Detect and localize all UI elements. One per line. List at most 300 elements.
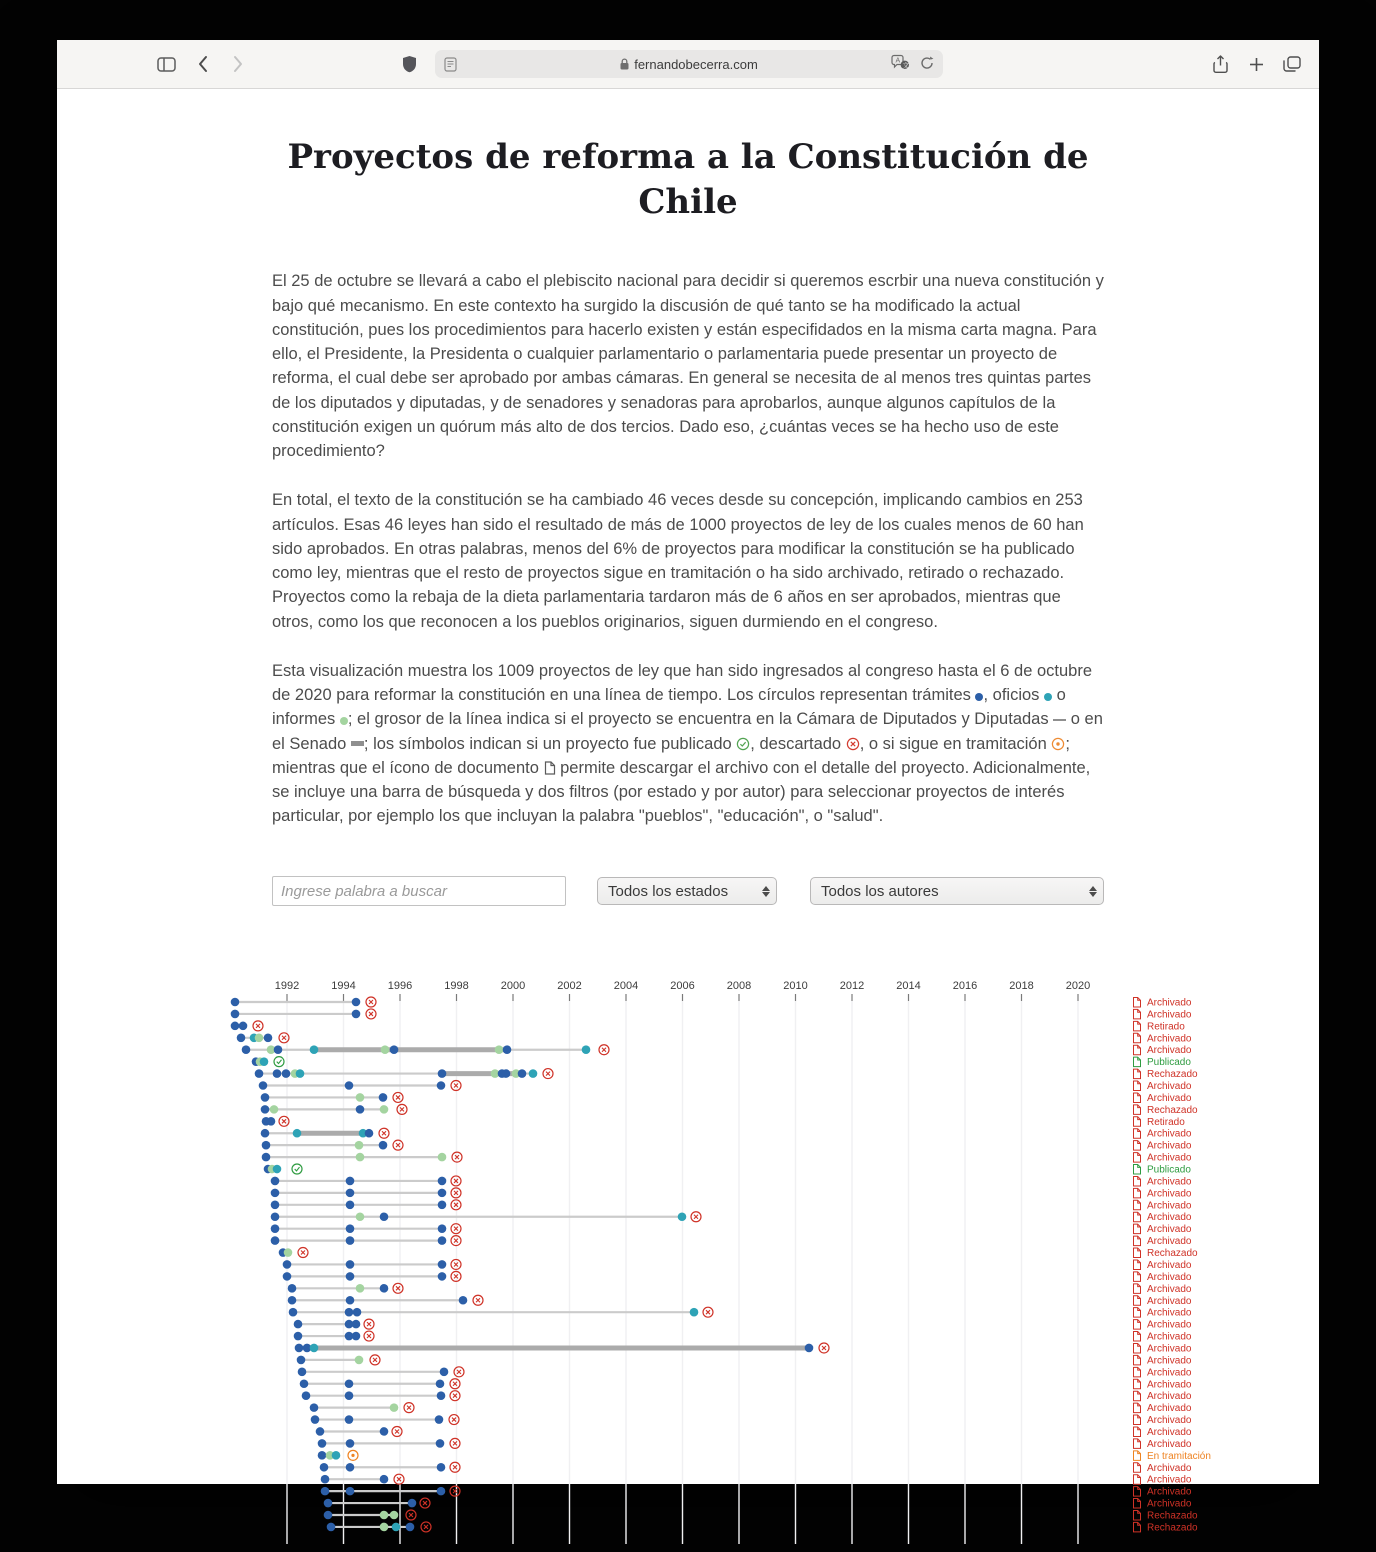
oficio-dot[interactable]: [690, 1308, 699, 1317]
project-row[interactable]: [318, 1450, 1211, 1462]
url-text: fernandobecerra.com: [634, 56, 758, 72]
discarded-symbol: [449, 1415, 459, 1425]
informe-dot[interactable]: [356, 1212, 365, 1221]
discarded-symbol: [364, 1319, 374, 1329]
lock-icon: [620, 58, 629, 70]
informe-dot[interactable]: [255, 1033, 264, 1042]
status-label: Rechazado: [1147, 1522, 1198, 1534]
project-row[interactable]: [302, 1391, 1192, 1403]
project-row[interactable]: [298, 1367, 1192, 1379]
minimize-window-button[interactable]: [93, 58, 105, 70]
tramite-dot[interactable]: [438, 1201, 447, 1210]
tramite-dot[interactable]: [295, 1344, 304, 1353]
axis-year-label: 2002: [557, 980, 582, 992]
oficio-dot[interactable]: [310, 1045, 319, 1054]
tramite-dot[interactable]: [318, 1439, 327, 1448]
zoom-window-button[interactable]: [113, 58, 125, 70]
project-row[interactable]: [262, 1140, 1192, 1152]
project-row[interactable]: [271, 1176, 1192, 1188]
informe-dot[interactable]: [356, 1284, 365, 1293]
status-label: Archivado: [1147, 1283, 1192, 1295]
select-stepper-icon: [1089, 886, 1097, 897]
informe-dot[interactable]: [355, 1356, 364, 1365]
download-doc-icon[interactable]: [1134, 1487, 1141, 1497]
informe-dot-icon: [340, 717, 348, 725]
tramite-dot[interactable]: [436, 1439, 445, 1448]
download-doc-icon[interactable]: [1134, 1224, 1141, 1233]
tramite-dot[interactable]: [297, 1356, 306, 1365]
informe-dot[interactable]: [356, 1153, 365, 1162]
tramite-dot[interactable]: [321, 1487, 330, 1496]
download-doc-icon[interactable]: [1134, 1427, 1141, 1437]
discarded-symbol: [379, 1128, 389, 1138]
oficio-dot[interactable]: [678, 1212, 687, 1221]
tramite-dot[interactable]: [271, 1224, 280, 1233]
project-row[interactable]: [231, 997, 1192, 1009]
discarded-symbol: [253, 1021, 263, 1031]
download-doc-icon[interactable]: [1134, 1176, 1141, 1186]
reload-icon[interactable]: [920, 56, 934, 73]
status-label: Archivado: [1147, 1271, 1192, 1283]
tramite-dot[interactable]: [438, 1236, 447, 1245]
download-doc-icon[interactable]: [1134, 1129, 1141, 1139]
project-row[interactable]: [324, 1510, 1198, 1522]
tramite-dot[interactable]: [271, 1212, 280, 1221]
project-row[interactable]: [271, 1224, 1192, 1236]
download-doc-icon[interactable]: [1134, 1355, 1141, 1365]
tramite-dot[interactable]: [438, 1224, 447, 1233]
oficio-dot[interactable]: [260, 1057, 269, 1066]
download-doc-icon[interactable]: [1134, 1057, 1141, 1067]
tramite-dot[interactable]: [345, 1379, 354, 1388]
status-label: Archivado: [1147, 1259, 1192, 1271]
tramite-dot[interactable]: [352, 1332, 361, 1341]
status-label: Archivado: [1147, 1474, 1192, 1486]
status-label: Archivado: [1147, 1200, 1192, 1212]
tramite-dot[interactable]: [262, 1153, 271, 1162]
status-label: Archivado: [1147, 1295, 1192, 1307]
project-row[interactable]: [271, 1212, 1192, 1224]
tramite-dot[interactable]: [242, 1045, 251, 1054]
project-row[interactable]: [289, 1307, 1192, 1319]
download-doc-icon[interactable]: [1134, 1522, 1141, 1532]
tramite-dot[interactable]: [436, 1379, 445, 1388]
project-row[interactable]: [294, 1331, 1192, 1343]
download-doc-icon[interactable]: [1134, 1284, 1141, 1294]
author-filter-select[interactable]: [810, 877, 1104, 905]
tramite-dot[interactable]: [261, 1093, 270, 1102]
tramite-dot[interactable]: [438, 1260, 447, 1269]
tramite-dot[interactable]: [459, 1296, 468, 1305]
status-label: Archivado: [1147, 1486, 1192, 1498]
privacy-shield-icon[interactable]: [397, 52, 421, 76]
tramite-dot[interactable]: [437, 1487, 446, 1496]
tramite-dot[interactable]: [379, 1141, 388, 1150]
tramite-dot[interactable]: [805, 1344, 814, 1353]
status-label: Archivado: [1147, 1092, 1192, 1104]
status-label: Archivado: [1147, 1367, 1192, 1379]
tramite-dot[interactable]: [380, 1475, 389, 1484]
status-label: Publicado: [1147, 1057, 1191, 1069]
tramite-dot[interactable]: [271, 1236, 280, 1245]
axis-year-label: 1992: [274, 980, 300, 992]
project-row[interactable]: [311, 1415, 1192, 1427]
tramite-dot[interactable]: [327, 1523, 336, 1532]
project-row[interactable]: [231, 1009, 1192, 1021]
tramite-dot[interactable]: [437, 1391, 446, 1400]
document-icon: [544, 761, 556, 775]
tramite-dot[interactable]: [294, 1320, 303, 1329]
download-doc-icon[interactable]: [1134, 1033, 1141, 1043]
download-doc-icon[interactable]: [1134, 1153, 1141, 1163]
discarded-symbol: [450, 1486, 460, 1496]
download-doc-icon[interactable]: [1134, 1367, 1141, 1377]
author-filter-value: Todos los autores: [821, 882, 939, 900]
informe-dot[interactable]: [270, 1105, 279, 1114]
svg-text:文: 文: [902, 62, 910, 70]
status-label: Archivado: [1147, 997, 1192, 1009]
tramite-dot[interactable]: [346, 1487, 355, 1496]
download-doc-icon[interactable]: [1134, 1045, 1141, 1055]
discarded-symbol: [404, 1403, 414, 1413]
discarded-symbol: [450, 1462, 460, 1472]
discarded-symbol: [450, 1438, 460, 1448]
download-doc-icon[interactable]: [1134, 998, 1141, 1008]
download-doc-icon[interactable]: [1134, 1451, 1141, 1461]
tramite-dot[interactable]: [231, 1010, 240, 1019]
project-row[interactable]: [295, 1343, 1192, 1355]
project-row[interactable]: [288, 1283, 1192, 1295]
tramite-dot[interactable]: [294, 1332, 303, 1341]
axis-year-label: 2016: [952, 980, 978, 992]
tramite-dot[interactable]: [283, 1272, 292, 1281]
download-doc-icon[interactable]: [1134, 1499, 1141, 1509]
tramite-dot[interactable]: [406, 1523, 415, 1532]
tramite-dot[interactable]: [267, 1117, 276, 1126]
project-row[interactable]: [297, 1355, 1192, 1367]
status-label: Archivado: [1147, 1438, 1192, 1450]
tramite-dot[interactable]: [380, 1284, 389, 1293]
tramite-dot[interactable]: [231, 998, 240, 1007]
tramite-dot[interactable]: [356, 1105, 365, 1114]
discarded-symbol: [599, 1045, 609, 1055]
tramite-dot[interactable]: [300, 1379, 309, 1388]
tramite-dot[interactable]: [365, 1129, 374, 1138]
download-doc-icon[interactable]: [1134, 1117, 1141, 1127]
tramite-dot[interactable]: [345, 1391, 354, 1400]
download-doc-icon[interactable]: [1134, 1105, 1141, 1115]
status-label: Archivado: [1147, 1236, 1192, 1248]
tramite-dot[interactable]: [321, 1475, 330, 1484]
camara-line-icon: [1053, 719, 1066, 721]
tramite-dot[interactable]: [259, 1081, 268, 1090]
project-row[interactable]: [271, 1236, 1192, 1248]
download-doc-icon[interactable]: [1134, 1439, 1141, 1449]
tramite-dot[interactable]: [255, 1069, 264, 1078]
tramite-dot[interactable]: [346, 1236, 355, 1245]
status-label: Rechazado: [1147, 1104, 1198, 1116]
tramite-dot[interactable]: [438, 1272, 447, 1281]
tramite-dot[interactable]: [518, 1069, 527, 1078]
download-doc-icon[interactable]: [1134, 1415, 1141, 1425]
download-doc-icon[interactable]: [1134, 1510, 1141, 1520]
tramite-dot[interactable]: [346, 1189, 355, 1198]
informe-dot[interactable]: [380, 1511, 389, 1520]
project-row[interactable]: [316, 1426, 1192, 1438]
new-tab-icon[interactable]: [1244, 52, 1268, 76]
status-label: Archivado: [1147, 1415, 1192, 1427]
status-label: Retirado: [1147, 1116, 1185, 1128]
tramite-dot[interactable]: [390, 1045, 399, 1054]
download-doc-icon[interactable]: [1134, 1308, 1141, 1318]
informe-dot[interactable]: [495, 1045, 504, 1054]
paragraph-text: , oficios: [983, 686, 1045, 705]
oficio-dot[interactable]: [296, 1069, 305, 1078]
tramite-dot[interactable]: [438, 1189, 447, 1198]
oficio-dot[interactable]: [310, 1344, 319, 1353]
tramite-dot[interactable]: [237, 1033, 246, 1042]
download-doc-icon[interactable]: [1134, 1320, 1141, 1330]
timeline-chart[interactable]: [230, 974, 1319, 1534]
tramite-dot[interactable]: [345, 1081, 354, 1090]
tramite-dot[interactable]: [437, 1081, 446, 1090]
tramite-dot[interactable]: [302, 1391, 311, 1400]
informe-dot[interactable]: [356, 1093, 365, 1102]
url-bar[interactable]: [435, 50, 943, 78]
tramite-dot[interactable]: [310, 1403, 319, 1412]
informe-dot[interactable]: [390, 1403, 399, 1412]
tramite-dot[interactable]: [408, 1499, 417, 1508]
project-row[interactable]: [321, 1474, 1192, 1486]
download-doc-icon[interactable]: [1134, 1475, 1141, 1485]
download-doc-icon[interactable]: [1134, 1081, 1141, 1091]
project-row[interactable]: [300, 1379, 1192, 1391]
project-row[interactable]: [320, 1462, 1192, 1474]
tramite-dot[interactable]: [316, 1427, 325, 1436]
tramite-dot[interactable]: [380, 1212, 389, 1221]
project-row[interactable]: [324, 1498, 1192, 1510]
tramite-dot[interactable]: [271, 1201, 280, 1210]
tramite-dot[interactable]: [264, 1033, 273, 1042]
status-label: Archivado: [1147, 1498, 1192, 1510]
download-doc-icon[interactable]: [1134, 1248, 1141, 1258]
tramite-dot[interactable]: [503, 1045, 512, 1054]
project-row[interactable]: [259, 1081, 1192, 1093]
oficio-dot[interactable]: [332, 1451, 341, 1460]
tramite-dot[interactable]: [346, 1224, 355, 1233]
tramite-dot[interactable]: [437, 1463, 446, 1472]
project-row[interactable]: [271, 1188, 1192, 1200]
download-doc-icon[interactable]: [1134, 1403, 1141, 1413]
tramite-dot[interactable]: [346, 1260, 355, 1269]
tramite-dot[interactable]: [288, 1296, 297, 1305]
project-row[interactable]: [294, 1319, 1192, 1331]
status-label: Archivado: [1147, 1319, 1192, 1331]
download-doc-icon[interactable]: [1134, 1391, 1141, 1401]
download-doc-icon[interactable]: [1134, 1165, 1141, 1175]
download-doc-icon[interactable]: [1134, 1296, 1141, 1306]
tramite-dot[interactable]: [438, 1069, 447, 1078]
paragraph-text: ; el grosor de la línea indica si el proyecto se encuentra en la Cámara de Diputados y Diputadas: [347, 710, 1054, 729]
tramite-dot[interactable]: [438, 1177, 447, 1186]
informe-dot[interactable]: [355, 1141, 364, 1150]
discarded-symbol: [366, 997, 376, 1007]
tramite-dot[interactable]: [353, 1308, 362, 1317]
informe-dot[interactable]: [390, 1511, 399, 1520]
tramite-dot[interactable]: [289, 1308, 298, 1317]
tramite-dot[interactable]: [346, 1177, 355, 1186]
paragraph-text: o informes: [272, 686, 1066, 729]
download-doc-icon[interactable]: [1134, 1200, 1141, 1210]
tramite-dot[interactable]: [435, 1415, 444, 1424]
download-doc-icon[interactable]: [1134, 1343, 1141, 1353]
download-doc-icon[interactable]: [1134, 1236, 1141, 1246]
paragraph-text: Esta visualización muestra los 1009 proyectos de ley que han sido ingresados al congreso hasta el 6 de octubre de 2020 para reformar la constitución en una línea de tiempo. Los círculos representan trámites: [272, 661, 1092, 705]
project-row[interactable]: [310, 1403, 1192, 1415]
status-label: Retirado: [1147, 1021, 1185, 1033]
tramite-dot[interactable]: [318, 1451, 327, 1460]
tramite-dot[interactable]: [231, 1022, 240, 1031]
paragraph-text: o en el Senado: [272, 710, 1103, 753]
tramite-dot[interactable]: [274, 1045, 283, 1054]
tab-overview-icon[interactable]: [1280, 52, 1304, 76]
project-row[interactable]: [327, 1522, 1198, 1534]
oficio-dot[interactable]: [273, 1165, 282, 1174]
tramite-dot[interactable]: [345, 1308, 354, 1317]
tramite-dot[interactable]: [298, 1368, 307, 1377]
discarded-symbol: [450, 1391, 460, 1401]
download-doc-icon[interactable]: [1134, 1379, 1141, 1389]
axis-year-label: 2006: [670, 980, 695, 992]
tramite-dot[interactable]: [346, 1272, 355, 1281]
tramite-dot[interactable]: [283, 1260, 292, 1269]
project-row[interactable]: [255, 1069, 1198, 1081]
status-label: Archivado: [1147, 1033, 1192, 1045]
download-doc-icon[interactable]: [1134, 1141, 1141, 1151]
browser-window: [57, 40, 1319, 1534]
tramite-dot[interactable]: [261, 1129, 270, 1138]
oficio-dot[interactable]: [392, 1523, 401, 1532]
tramite-dot[interactable]: [346, 1201, 355, 1210]
forward-button[interactable]: [226, 52, 250, 76]
discarded-symbol: [394, 1474, 404, 1484]
project-row[interactable]: [252, 1057, 1192, 1069]
download-doc-icon[interactable]: [1134, 1272, 1141, 1282]
informe-dot[interactable]: [380, 1105, 389, 1114]
tramite-dot[interactable]: [380, 1427, 389, 1436]
axis-year-label: 2014: [896, 980, 921, 992]
download-doc-icon[interactable]: [1134, 1069, 1141, 1079]
discarded-symbol: [298, 1248, 308, 1258]
timeline-svg: [230, 974, 1319, 1546]
tramite-dot[interactable]: [352, 1320, 361, 1329]
informe-dot[interactable]: [381, 1045, 390, 1054]
download-doc-icon[interactable]: [1134, 1009, 1141, 1019]
tramite-dot[interactable]: [352, 1010, 361, 1019]
filter-controls: [272, 876, 1104, 908]
download-doc-icon[interactable]: [1134, 1260, 1141, 1270]
status-label: Archivado: [1147, 1379, 1192, 1391]
tramite-dot[interactable]: [324, 1511, 333, 1520]
tramite-dot[interactable]: [345, 1415, 354, 1424]
project-row[interactable]: [264, 1164, 1192, 1176]
project-row[interactable]: [242, 1045, 1192, 1057]
status-label: Archivado: [1147, 1462, 1192, 1474]
oficio-dot[interactable]: [293, 1129, 302, 1138]
discarded-symbol: [454, 1367, 464, 1377]
intro-paragraph-3: [272, 659, 1104, 829]
project-row[interactable]: [318, 1438, 1192, 1450]
project-row[interactable]: [231, 1021, 1186, 1033]
oficio-dot[interactable]: [529, 1069, 538, 1078]
informe-dot[interactable]: [380, 1523, 389, 1532]
tramite-dot[interactable]: [288, 1284, 297, 1293]
share-icon[interactable]: [1208, 52, 1232, 76]
back-button[interactable]: [191, 52, 215, 76]
tramite-dot[interactable]: [262, 1141, 271, 1150]
status-label: Archivado: [1147, 1355, 1192, 1367]
oficio-dot[interactable]: [582, 1045, 591, 1054]
project-row[interactable]: [283, 1271, 1192, 1283]
tramite-dot[interactable]: [261, 1105, 270, 1114]
tramite-dot[interactable]: [346, 1463, 355, 1472]
translate-icon[interactable]: [891, 55, 910, 73]
paragraph-text: , descartado: [750, 734, 846, 753]
search-input[interactable]: [272, 876, 566, 906]
informe-dot[interactable]: [284, 1248, 293, 1257]
paragraph-text: ; mientras que el ícono de documento: [272, 734, 1070, 777]
download-doc-icon[interactable]: [1134, 1212, 1141, 1222]
reader-icon[interactable]: [444, 50, 457, 78]
discarded-symbol: [393, 1092, 403, 1102]
project-row[interactable]: [283, 1259, 1192, 1271]
tramite-dot[interactable]: [239, 1022, 248, 1031]
state-filter-select[interactable]: [597, 877, 777, 905]
project-row[interactable]: [262, 1152, 1192, 1164]
tramite-dot[interactable]: [273, 1069, 282, 1078]
download-doc-icon[interactable]: [1134, 1332, 1141, 1342]
close-window-button[interactable]: [73, 58, 85, 70]
informe-dot[interactable]: [438, 1153, 447, 1162]
tramite-dot[interactable]: [440, 1368, 449, 1377]
axis-year-label: 2018: [1009, 980, 1034, 992]
tramite-dot[interactable]: [379, 1093, 388, 1102]
project-row[interactable]: [321, 1486, 1192, 1498]
tramite-dot[interactable]: [311, 1415, 320, 1424]
tramite-dot[interactable]: [346, 1296, 355, 1305]
project-row[interactable]: [237, 1033, 1192, 1045]
discarded-symbol: [703, 1307, 713, 1317]
tramite-dot[interactable]: [324, 1499, 333, 1508]
download-doc-icon[interactable]: [1134, 1093, 1141, 1103]
sidebar-toggle-button[interactable]: [154, 52, 178, 76]
project-row[interactable]: [271, 1200, 1192, 1212]
download-doc-icon[interactable]: [1134, 1021, 1141, 1031]
tramite-dot[interactable]: [271, 1177, 280, 1186]
tramite-dot[interactable]: [352, 998, 361, 1007]
tramite-dot[interactable]: [502, 1069, 511, 1078]
tramite-dot[interactable]: [271, 1189, 280, 1198]
download-doc-icon[interactable]: [1134, 1188, 1141, 1198]
status-label: Archivado: [1147, 1176, 1192, 1188]
tramite-dot[interactable]: [320, 1463, 329, 1472]
project-row[interactable]: [288, 1295, 1192, 1307]
status-label: Archivado: [1147, 1009, 1192, 1021]
download-doc-icon[interactable]: [1134, 1463, 1141, 1473]
tramite-dot[interactable]: [282, 1069, 291, 1078]
project-row[interactable]: [261, 1104, 1198, 1116]
tramite-dot[interactable]: [346, 1439, 355, 1448]
